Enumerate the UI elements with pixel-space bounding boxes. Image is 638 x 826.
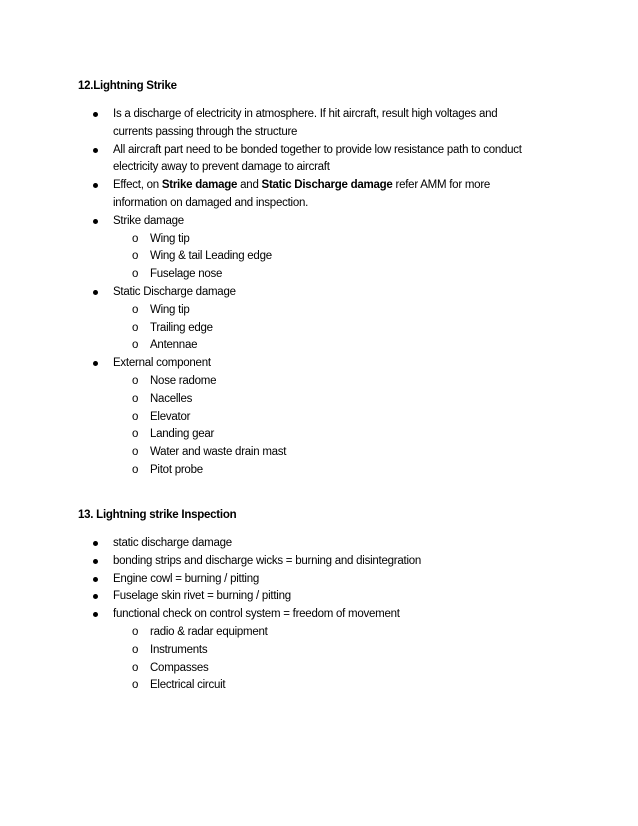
sub-list-item: o Landing gear (113, 426, 533, 444)
bullet-icon (93, 612, 98, 617)
bullet-icon (93, 594, 98, 599)
list-item: Strike damage o Wing tip o Wing & tail Leading edge o Fuselage nose (0, 213, 533, 284)
bullet-icon (93, 290, 98, 295)
circle-marker-icon: o (132, 643, 139, 656)
circle-marker-icon: o (132, 374, 139, 387)
list-item: Fuselage skin rivet = burning / pitting (0, 588, 533, 606)
sub-list-item: o Antennae (113, 337, 533, 355)
circle-marker-icon: o (132, 679, 139, 692)
list-item: static discharge damage (0, 535, 533, 553)
circle-marker-icon: o (132, 392, 139, 405)
section-12-list (0, 106, 533, 480)
bullet-icon (93, 219, 98, 224)
list-item: Is a discharge of electricity in atmosphere. If hit aircraft, result high voltages and currents passing through the structure (0, 106, 533, 142)
circle-marker-icon: o (132, 463, 139, 476)
bullet-icon (93, 148, 98, 153)
sub-list-item: o Instruments (113, 642, 533, 660)
sub-list-item: o Pitot probe (113, 462, 533, 480)
sub-list (113, 231, 533, 284)
sub-list (113, 624, 533, 695)
sub-list-item: o Electrical circuit (113, 677, 533, 695)
sub-list-item: o Nacelles (113, 391, 533, 409)
circle-marker-icon: o (132, 428, 139, 441)
sub-list-item: o Wing tip (113, 231, 533, 249)
bullet-icon (93, 361, 98, 366)
list-item: All aircraft part need to be bonded together to provide low resistance path to conduct electricity away to prevent damage to aircraft (0, 142, 533, 178)
static-discharge-bold: Static Discharge damage (261, 179, 393, 192)
sub-list-item: o Trailing edge (113, 320, 533, 338)
circle-marker-icon: o (132, 250, 139, 263)
circle-marker-icon: o (132, 446, 139, 459)
sub-list (113, 302, 533, 355)
sub-list-item: o radio & radar equipment (113, 624, 533, 642)
sub-list-item: o Elevator (113, 409, 533, 427)
list-item (0, 177, 533, 213)
circle-marker-icon: o (132, 339, 139, 352)
strike-damage-bold: Strike damage (161, 179, 238, 192)
list-item: bonding strips and discharge wicks = burning and disintegration (0, 553, 533, 571)
sub-list-item: o Wing & tail Leading edge (113, 248, 533, 266)
list-item: Static Discharge damage o Wing tip o Trailing edge o Antennae (0, 284, 533, 355)
sub-list (113, 373, 533, 480)
bullet-icon (93, 183, 98, 188)
circle-marker-icon: o (132, 410, 139, 423)
list-item: External component o Nose radome o Nacelles o Elevator o Landing gear o Water and waste drain mast o Pitot probe (0, 355, 533, 480)
list-item: functional check on control system = freedom of movement o radio & radar equipment o Instruments o Compasses o Electrical circuit (0, 606, 533, 695)
bullet-icon (93, 577, 98, 582)
circle-marker-icon: o (132, 303, 139, 316)
bullet-icon (93, 541, 98, 546)
section-13-title: 13. Lightning strike Inspection (78, 509, 237, 521)
sub-list-item: o Water and waste drain mast (113, 444, 533, 462)
sub-list-item: o Fuselage nose (113, 266, 533, 284)
circle-marker-icon: o (132, 661, 139, 674)
sub-list-item: o Nose radome (113, 373, 533, 391)
effect-text: Effect, on Strike damage and Static Discharge damage refer AMM for more information on damaged and inspection. (113, 179, 491, 209)
section-12-title: 12.Lightning Strike (78, 80, 177, 92)
bullet-icon (93, 559, 98, 564)
bullet-icon (93, 112, 98, 117)
circle-marker-icon: o (132, 232, 139, 245)
sub-list-item: o Wing tip (113, 302, 533, 320)
section-13-list (0, 535, 533, 695)
circle-marker-icon: o (132, 268, 139, 281)
list-item: Engine cowl = burning / pitting (0, 571, 533, 589)
circle-marker-icon: o (132, 625, 139, 638)
circle-marker-icon: o (132, 321, 139, 334)
sub-list-item: o Compasses (113, 660, 533, 678)
